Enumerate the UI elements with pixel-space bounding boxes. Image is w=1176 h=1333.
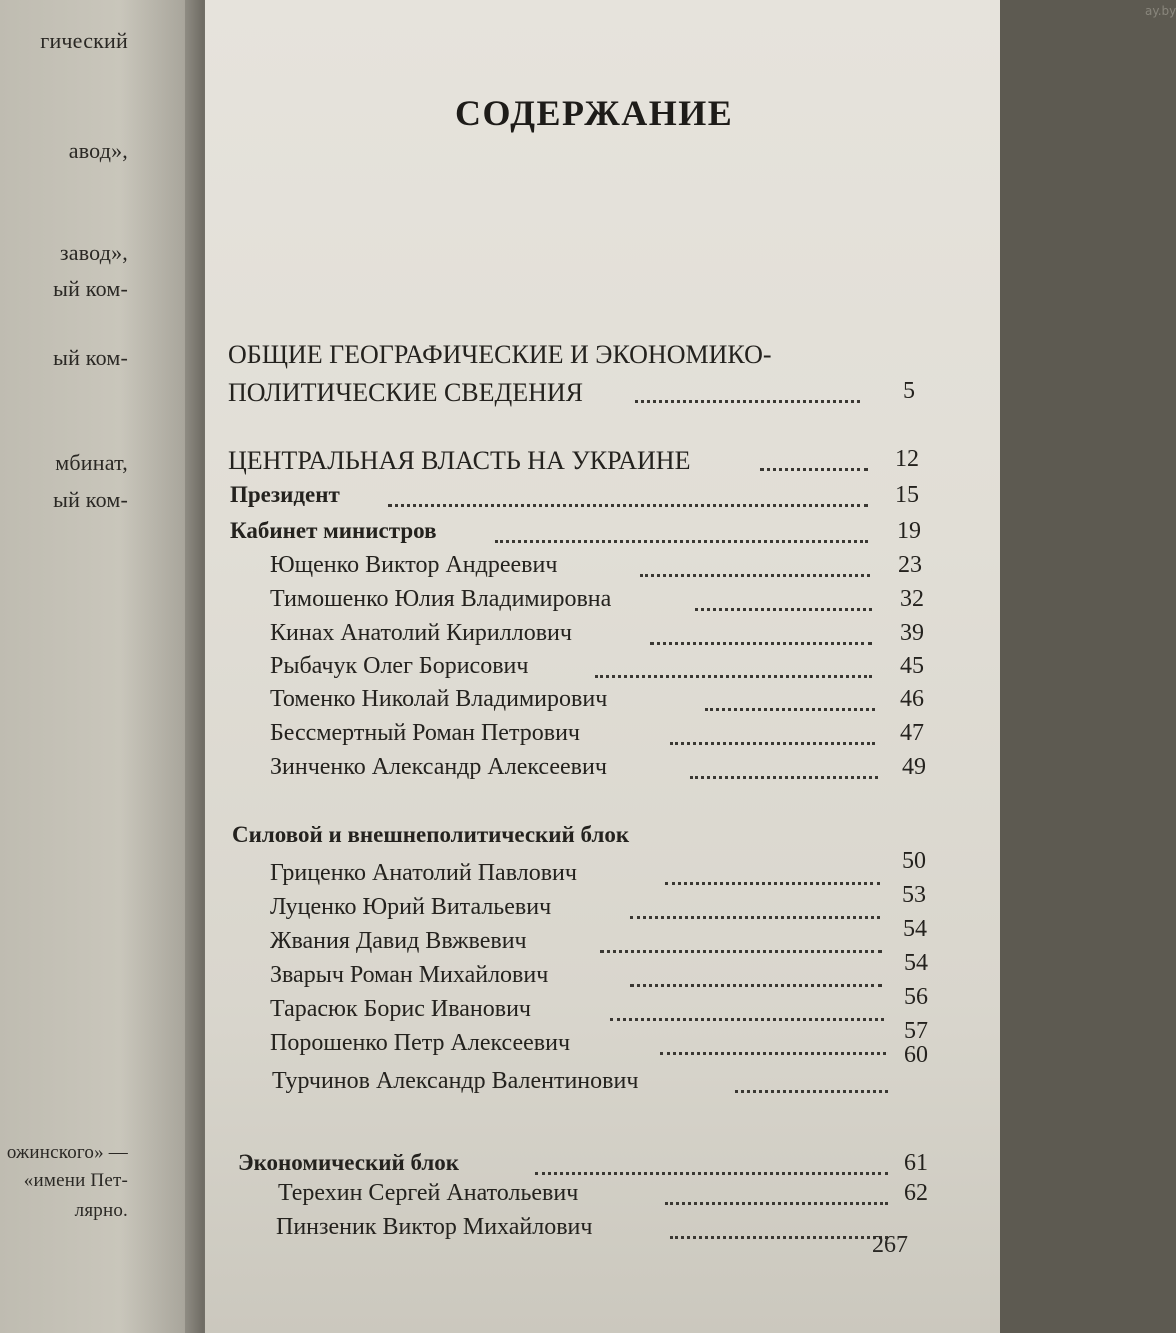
toc-entry-label: Зварыч Роман Михайлович — [270, 962, 549, 988]
toc-entry — [0, 552, 1000, 586]
toc-entry-page: 62 — [904, 1180, 928, 1206]
toc-dot-leader — [630, 916, 880, 919]
toc-entry-label: ПОЛИТИЧЕСКИЕ СВЕДЕНИЯ — [228, 378, 584, 407]
toc-dot-leader — [495, 540, 868, 543]
toc-entry — [0, 378, 1000, 412]
toc-entry-page: 61 — [904, 1150, 928, 1176]
toc-entry — [0, 653, 1000, 687]
toc-entry — [0, 754, 1000, 788]
toc-entry-page: 19 — [897, 518, 921, 544]
toc-entry — [0, 482, 1000, 516]
toc-dot-leader — [635, 400, 860, 403]
toc-entry-label: Зинченко Александр Алексеевич — [270, 754, 607, 780]
left-page-line: ый ком- — [53, 345, 128, 370]
toc-dot-leader — [388, 504, 868, 507]
toc-entry-page: 47 — [900, 720, 924, 746]
toc-entry — [0, 1068, 1000, 1102]
toc-entry — [0, 720, 1000, 754]
toc-entry-page: 50 — [902, 848, 926, 874]
watermark: ay.by — [1145, 4, 1176, 18]
toc-dot-leader — [705, 708, 875, 711]
toc-entry-label: Тимошенко Юлия Владимировна — [270, 586, 612, 612]
toc-entry-page: 60 — [904, 1042, 928, 1068]
page-title: СОДЕРЖАНИЕ — [455, 93, 734, 133]
toc-entry — [0, 1180, 1000, 1214]
toc-entry-label: Жвания Давид Ввжвевич — [270, 928, 527, 954]
toc-entry-page: 23 — [898, 552, 922, 578]
toc-entry — [0, 340, 1000, 374]
toc-dot-leader — [665, 1202, 888, 1205]
toc-dot-leader — [640, 574, 870, 577]
toc-entry-label: Рыбачук Олег Борисович — [270, 653, 529, 679]
toc-dot-leader — [630, 984, 882, 987]
toc-entry-page: 56 — [904, 984, 928, 1010]
toc-dot-leader — [735, 1090, 888, 1093]
toc-entry-page: 57 — [904, 1018, 928, 1044]
toc-dot-leader — [670, 742, 875, 745]
toc-entry-label: Пинзеник Виктор Михайлович — [276, 1214, 593, 1240]
toc-dot-leader — [600, 950, 882, 953]
toc-entry — [0, 446, 1000, 480]
toc-entry-page: 5 — [903, 378, 915, 404]
toc-dot-leader — [650, 642, 872, 645]
toc-dot-leader — [595, 675, 872, 678]
toc-dot-leader — [535, 1172, 888, 1175]
left-page-line: «имени Пет- — [23, 1170, 128, 1191]
toc-entry-label: Кинах Анатолий Кириллович — [270, 620, 572, 646]
toc-entry-label: ОБЩИЕ ГЕОГРАФИЧЕСКИЕ И ЭКОНОМИКО- — [228, 340, 772, 369]
left-page-line: завод», — [59, 240, 128, 265]
toc-entry-label: Президент — [230, 482, 340, 507]
toc-entry — [0, 686, 1000, 720]
left-page-line: гический — [40, 28, 128, 53]
toc-dot-leader — [670, 1236, 888, 1239]
left-page-line: авод», — [68, 138, 128, 163]
left-page-line: ый ком- — [53, 276, 128, 301]
toc-dot-leader — [690, 776, 878, 779]
left-page-line: лярно. — [74, 1200, 128, 1221]
toc-dot-leader — [660, 1052, 886, 1055]
toc-dot-leader — [610, 1018, 884, 1021]
toc-entry-page: 49 — [902, 754, 926, 780]
toc-entry-page: 12 — [895, 446, 919, 472]
toc-entry — [0, 1150, 1000, 1184]
toc-entry-label: Терехин Сергей Анатольевич — [278, 1180, 579, 1206]
toc-entry — [0, 620, 1000, 654]
toc-entry-label: Ющенко Виктор Андреевич — [270, 552, 558, 578]
toc-entry-label: Кабинет министров — [230, 518, 437, 543]
toc-entry-label: Порошенко Петр Алексеевич — [270, 1030, 571, 1056]
toc-entry-label: Экономический блок — [238, 1150, 460, 1175]
toc-dot-leader — [665, 882, 880, 885]
toc-entry — [0, 586, 1000, 620]
toc-entry — [0, 1214, 1000, 1248]
toc-entry-label: Луценко Юрий Витальевич — [270, 894, 552, 920]
toc-entry-label: Тарасюк Борис Иванович — [270, 996, 531, 1022]
page-number: 267 — [872, 1232, 908, 1258]
toc-entry-page: 32 — [900, 586, 924, 612]
toc-entry-page: 54 — [903, 916, 927, 942]
toc-entry-page: 54 — [904, 950, 928, 976]
toc-entry-page: 46 — [900, 686, 924, 712]
toc-entry-label: Силовой и внешнеполитический блок — [232, 822, 630, 847]
toc-entry-page: 39 — [900, 620, 924, 646]
toc-entry-label: Томенко Николай Владимирович — [270, 686, 608, 712]
toc-dot-leader — [760, 468, 868, 471]
toc-entry — [0, 1030, 1000, 1068]
left-page-line: мбинат, — [55, 450, 128, 475]
toc-entry-label: Бессмертный Роман Петрович — [270, 720, 580, 746]
left-page-line: ожинского» — — [6, 1142, 128, 1163]
toc-dot-leader — [695, 608, 872, 611]
toc-entry-page: 53 — [902, 882, 926, 908]
left-page-line: ый ком- — [53, 487, 128, 512]
toc-entry-label: ЦЕНТРАЛЬНАЯ ВЛАСТЬ НА УКРАИНЕ — [228, 446, 691, 475]
toc-entry-label: Турчинов Александр Валентинович — [272, 1068, 639, 1094]
toc-entry-label: Гриценко Анатолий Павлович — [270, 860, 577, 886]
toc-entry-page: 45 — [900, 653, 924, 679]
toc-entry — [0, 518, 1000, 552]
toc-entry-page: 15 — [895, 482, 919, 508]
